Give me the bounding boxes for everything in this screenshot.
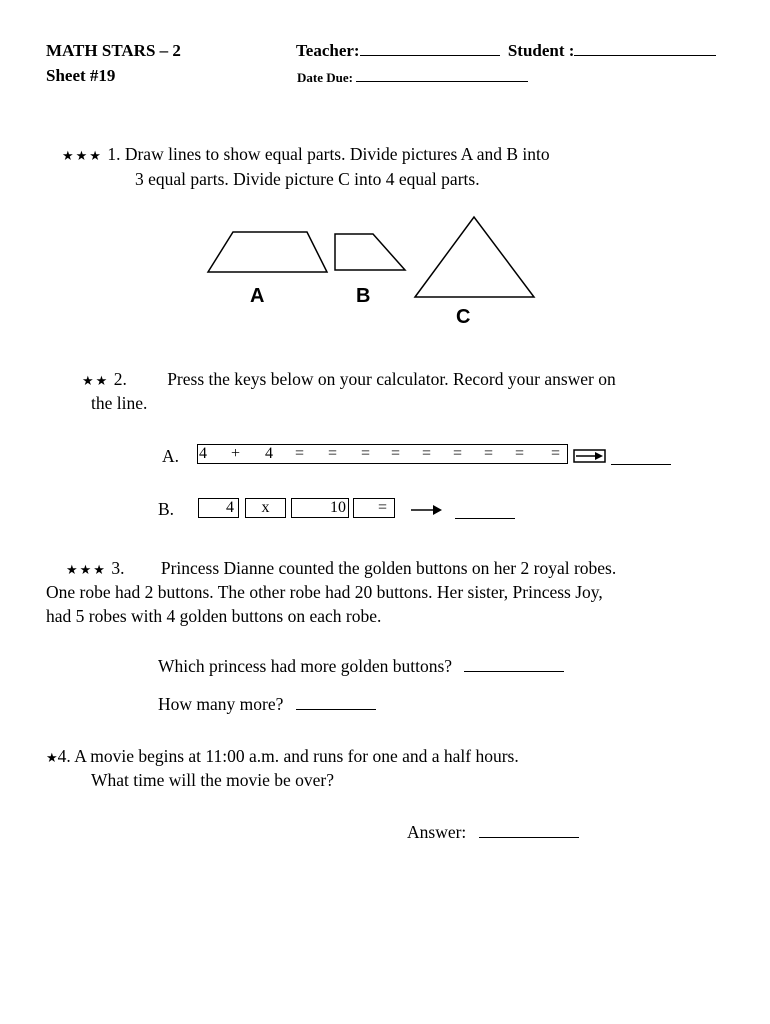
shape-b: [335, 234, 405, 270]
q2-a-label: A.: [162, 446, 180, 466]
q3-ask2: [158, 692, 376, 716]
q4-line2: What time will the movie be over?: [91, 770, 334, 790]
key-a-4: =: [295, 445, 305, 462]
q2-line2: the line.: [91, 393, 148, 413]
key-a-9: =: [453, 445, 463, 462]
q4-text1: 4. A movie begins at 11:00 a.m. and runs for one and a half hours.: [57, 746, 519, 766]
teacher-blank[interactable]: [360, 41, 500, 56]
q2-a-answer-blank[interactable]: [611, 450, 671, 465]
triangle-c: [415, 217, 534, 297]
q4-answer: [407, 820, 579, 844]
q4-star: ★: [46, 751, 58, 766]
q3-number: 3.: [111, 558, 125, 578]
q2-b-label: B.: [158, 499, 175, 519]
q4-answer-label: Answer:: [407, 822, 467, 842]
date-due-field: [297, 70, 528, 86]
key-a-2: +: [231, 445, 241, 462]
q1-stars: ★★★: [62, 149, 103, 164]
q3-ask1: [158, 654, 564, 678]
key-a-7: =: [391, 445, 401, 462]
worksheet-title: MATH STARS – 2: [46, 41, 181, 60]
teacher-field: [296, 41, 716, 61]
q2-line1: [82, 367, 616, 394]
key-a-5: =: [328, 445, 338, 462]
arrow-right-icon: [410, 503, 444, 517]
q1-shapes: [195, 210, 555, 330]
key-a-6: =: [361, 445, 371, 462]
date-due-label: Date Due:: [297, 70, 353, 85]
key-b-4: =: [353, 498, 395, 518]
key-b-3: 10: [291, 498, 349, 518]
key-a-3: 4: [265, 445, 273, 462]
shape-label-a: A: [250, 285, 265, 307]
q2-b-answer-blank[interactable]: [455, 504, 515, 519]
q2-a-key-sequence: [197, 444, 568, 464]
q3-line3: had 5 robes with 4 golden buttons on each robe.: [46, 606, 382, 626]
q1-line2: 3 equal parts. Divide picture C into 4 equal parts.: [135, 169, 480, 189]
key-b-2: x: [245, 498, 286, 518]
shape-label-b: B: [356, 285, 371, 307]
q2-text1: Press the keys below on your calculator. Record your answer on: [167, 369, 616, 389]
q3-ask2-blank[interactable]: [296, 695, 376, 710]
q4-line1: [46, 744, 519, 771]
student-label: Student :: [507, 41, 575, 60]
q3-line2: One robe had 2 buttons. The other robe had 20 buttons. Her sister, Princess Joy,: [46, 582, 603, 602]
q3-ask1-text: Which princess had more golden buttons?: [158, 656, 453, 676]
q1-line1: [62, 142, 550, 169]
key-a-1: 4: [199, 445, 207, 462]
q3-line1: [66, 556, 616, 583]
teacher-label: Teacher:: [296, 41, 360, 60]
key-a-11: =: [515, 445, 525, 462]
trapezoid-a: [208, 232, 327, 272]
key-a-8: =: [422, 445, 432, 462]
key-a-12: =: [551, 445, 561, 462]
q3-ask1-blank[interactable]: [464, 657, 564, 672]
q2-stars: ★★: [82, 374, 110, 389]
q3-stars: ★★★: [66, 563, 107, 578]
student-blank[interactable]: [574, 41, 716, 56]
arrow-box-icon: [573, 449, 607, 463]
q1-text1: 1. Draw lines to show equal parts. Divide pictures A and B into: [107, 144, 550, 164]
q3-text1: Princess Dianne counted the golden buttons on her 2 royal robes.: [160, 558, 617, 578]
sheet-number: Sheet #19: [46, 66, 116, 85]
q2-number: 2.: [113, 369, 127, 389]
key-a-10: =: [484, 445, 494, 462]
key-b-1: 4: [198, 498, 239, 518]
q4-answer-blank[interactable]: [479, 823, 579, 838]
date-due-blank[interactable]: [356, 70, 528, 82]
q3-ask2-text: How many more?: [158, 694, 284, 714]
shape-label-c: C: [456, 306, 471, 328]
